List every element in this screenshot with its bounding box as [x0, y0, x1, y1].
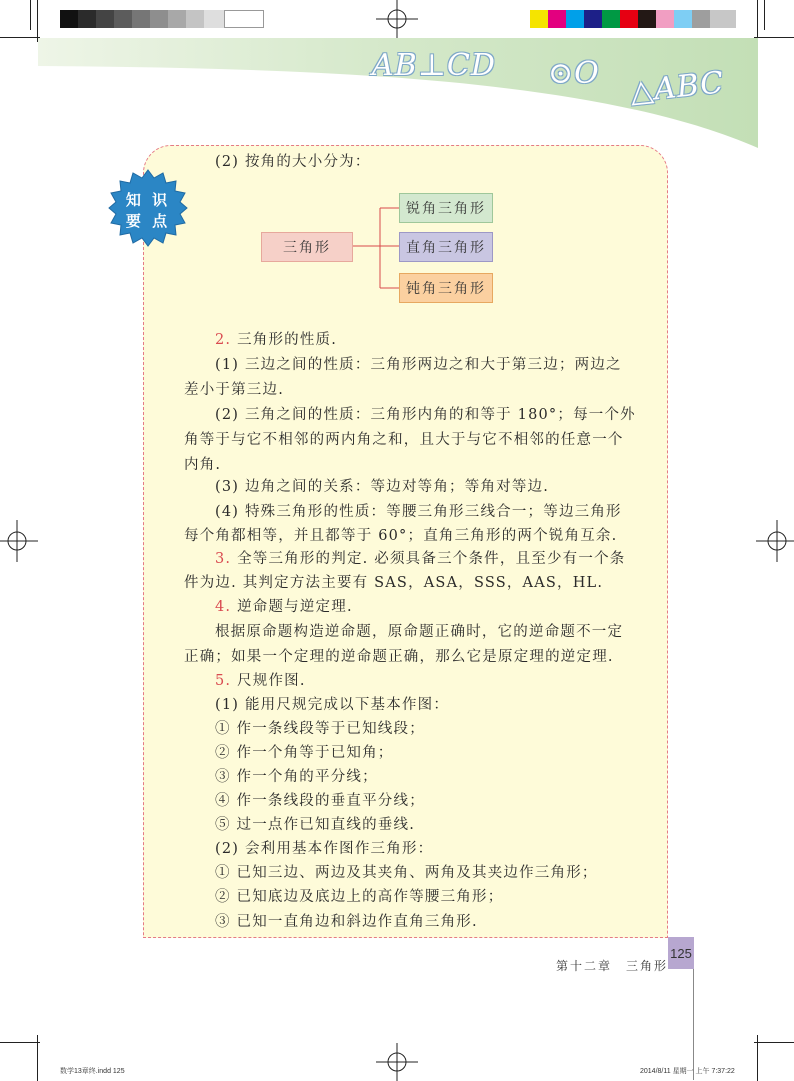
- list-item: ④ 作一条线段的垂直平分线；: [215, 793, 425, 809]
- paragraph-line: 每个角都相等，并且都等于 60°；直角三角形的两个锐角互余.: [184, 528, 618, 544]
- slug-left: 数学13章终.indd 125: [60, 1068, 125, 1075]
- color-swatch: [548, 10, 566, 28]
- page-number: 125: [668, 937, 694, 969]
- registration-mark-icon: [0, 520, 38, 562]
- color-swatch: [602, 10, 620, 28]
- registration-mark-icon: [376, 1043, 418, 1081]
- paragraph-line: 件为边. 其判定方法主要有 SAS，ASA，SSS，AAS，HL.: [184, 575, 604, 591]
- color-swatch: [566, 10, 584, 28]
- crop-mark: [764, 0, 765, 30]
- paragraph-line: (2) 会利用基本作图作三角形：: [215, 841, 434, 857]
- badge-line-1: 知 识: [125, 191, 171, 209]
- list-item: ② 作一个角等于已知角；: [215, 745, 394, 761]
- diagram-obtuse-box: 钝角三角形: [399, 273, 493, 303]
- gray-swatch: [168, 10, 186, 28]
- section-text: 全等三角形的判定. 必须具备三个条件，且至少有一个条: [237, 551, 626, 567]
- gray-swatch: [78, 10, 96, 28]
- paragraph-line: (1) 三边之间的性质：三角形两边之和大于第三边；两边之: [215, 357, 622, 373]
- color-swatch: [638, 10, 656, 28]
- diagram-acute-box: 锐角三角形: [399, 193, 493, 223]
- section-3-line: [215, 547, 685, 573]
- diagram-root-box: 三角形: [261, 232, 353, 262]
- gray-swatch: [114, 10, 132, 28]
- paragraph-line: (2) 三角之间的性质：三角形内角的和等于 180°；每一个外: [215, 407, 636, 423]
- crop-mark: [0, 1042, 40, 1043]
- section-title: 三角形的性质.: [237, 332, 338, 348]
- list-item: ③ 已知一直角边和斜边作直角三角形.: [215, 914, 478, 930]
- paragraph-line: 内角.: [184, 457, 222, 473]
- slug-right: 2014/8/11 星期一 上午 7:37:22: [640, 1068, 735, 1075]
- section-number: 5.: [215, 673, 232, 689]
- section-title: 逆命题与逆定理.: [237, 599, 353, 615]
- gray-swatch: [96, 10, 114, 28]
- color-swatch: [656, 10, 674, 28]
- paragraph-line: (4) 特殊三角形的性质：等腰三角形三线合一；等边三角形: [215, 504, 622, 520]
- gray-swatch: [224, 10, 264, 28]
- intro-text: (2) 按角的大小分为：: [215, 154, 371, 170]
- section-number: 4.: [215, 599, 232, 615]
- gray-swatch: [132, 10, 150, 28]
- registration-mark-icon: [376, 0, 418, 38]
- trim-line: [693, 960, 694, 1080]
- formula-circle: ⊙O: [548, 56, 600, 91]
- section-2-heading: [215, 328, 685, 354]
- list-item: ⑤ 过一点作已知直线的垂线.: [215, 817, 416, 833]
- badge-line-2: 要 点: [125, 212, 171, 230]
- list-item: ③ 作一个角的平分线；: [215, 769, 378, 785]
- paragraph-line: 差小于第三边.: [184, 382, 285, 398]
- color-swatch: [674, 10, 692, 28]
- crop-mark: [37, 0, 38, 42]
- crop-mark: [754, 1042, 794, 1043]
- crop-mark: [754, 37, 794, 38]
- section-number: 2.: [215, 332, 232, 348]
- gray-swatch: [186, 10, 204, 28]
- formula-perpendicular: AB⊥CD: [372, 48, 496, 83]
- chapter-footer: 第十二章 三角形: [556, 959, 669, 973]
- diagram-connectors: [352, 200, 402, 292]
- registration-mark-icon: [756, 520, 794, 562]
- section-4-heading: [215, 595, 685, 621]
- section-number: 3.: [215, 551, 232, 567]
- paragraph-line: (3) 边角之间的关系：等边对等角；等角对等边.: [215, 479, 550, 495]
- section-title: 尺规作图.: [237, 673, 306, 689]
- section-5-heading: [215, 669, 685, 695]
- paragraph-line: (1) 能用尺规完成以下基本作图：: [215, 697, 450, 713]
- gray-swatch: [60, 10, 78, 28]
- crop-mark: [757, 0, 758, 42]
- list-item: ② 已知底边及底边上的高作等腰三角形；: [215, 889, 504, 905]
- gray-swatch: [204, 10, 224, 28]
- color-swatch: [530, 10, 548, 28]
- gray-swatch: [150, 10, 168, 28]
- paragraph-line: 根据原命题构造逆命题，原命题正确时，它的逆命题不一定: [215, 624, 624, 640]
- color-swatch: [584, 10, 602, 28]
- color-swatch: [620, 10, 638, 28]
- color-swatch: [710, 10, 736, 28]
- list-item: ① 作一条线段等于已知线段；: [215, 721, 425, 737]
- crop-mark: [0, 37, 40, 38]
- diagram-right-box: 直角三角形: [399, 232, 493, 262]
- crop-mark: [30, 0, 31, 30]
- formula-triangle: △ABC: [628, 65, 726, 110]
- color-swatch: [692, 10, 710, 28]
- paragraph-line: 角等于与它不相邻的两内角之和，且大于与它不相邻的任意一个: [184, 432, 624, 448]
- paragraph-line: 正确；如果一个定理的逆命题正确，那么它是原定理的逆定理.: [184, 649, 614, 665]
- list-item: ① 已知三边、两边及其夹角、两角及其夹边作三角形；: [215, 865, 598, 881]
